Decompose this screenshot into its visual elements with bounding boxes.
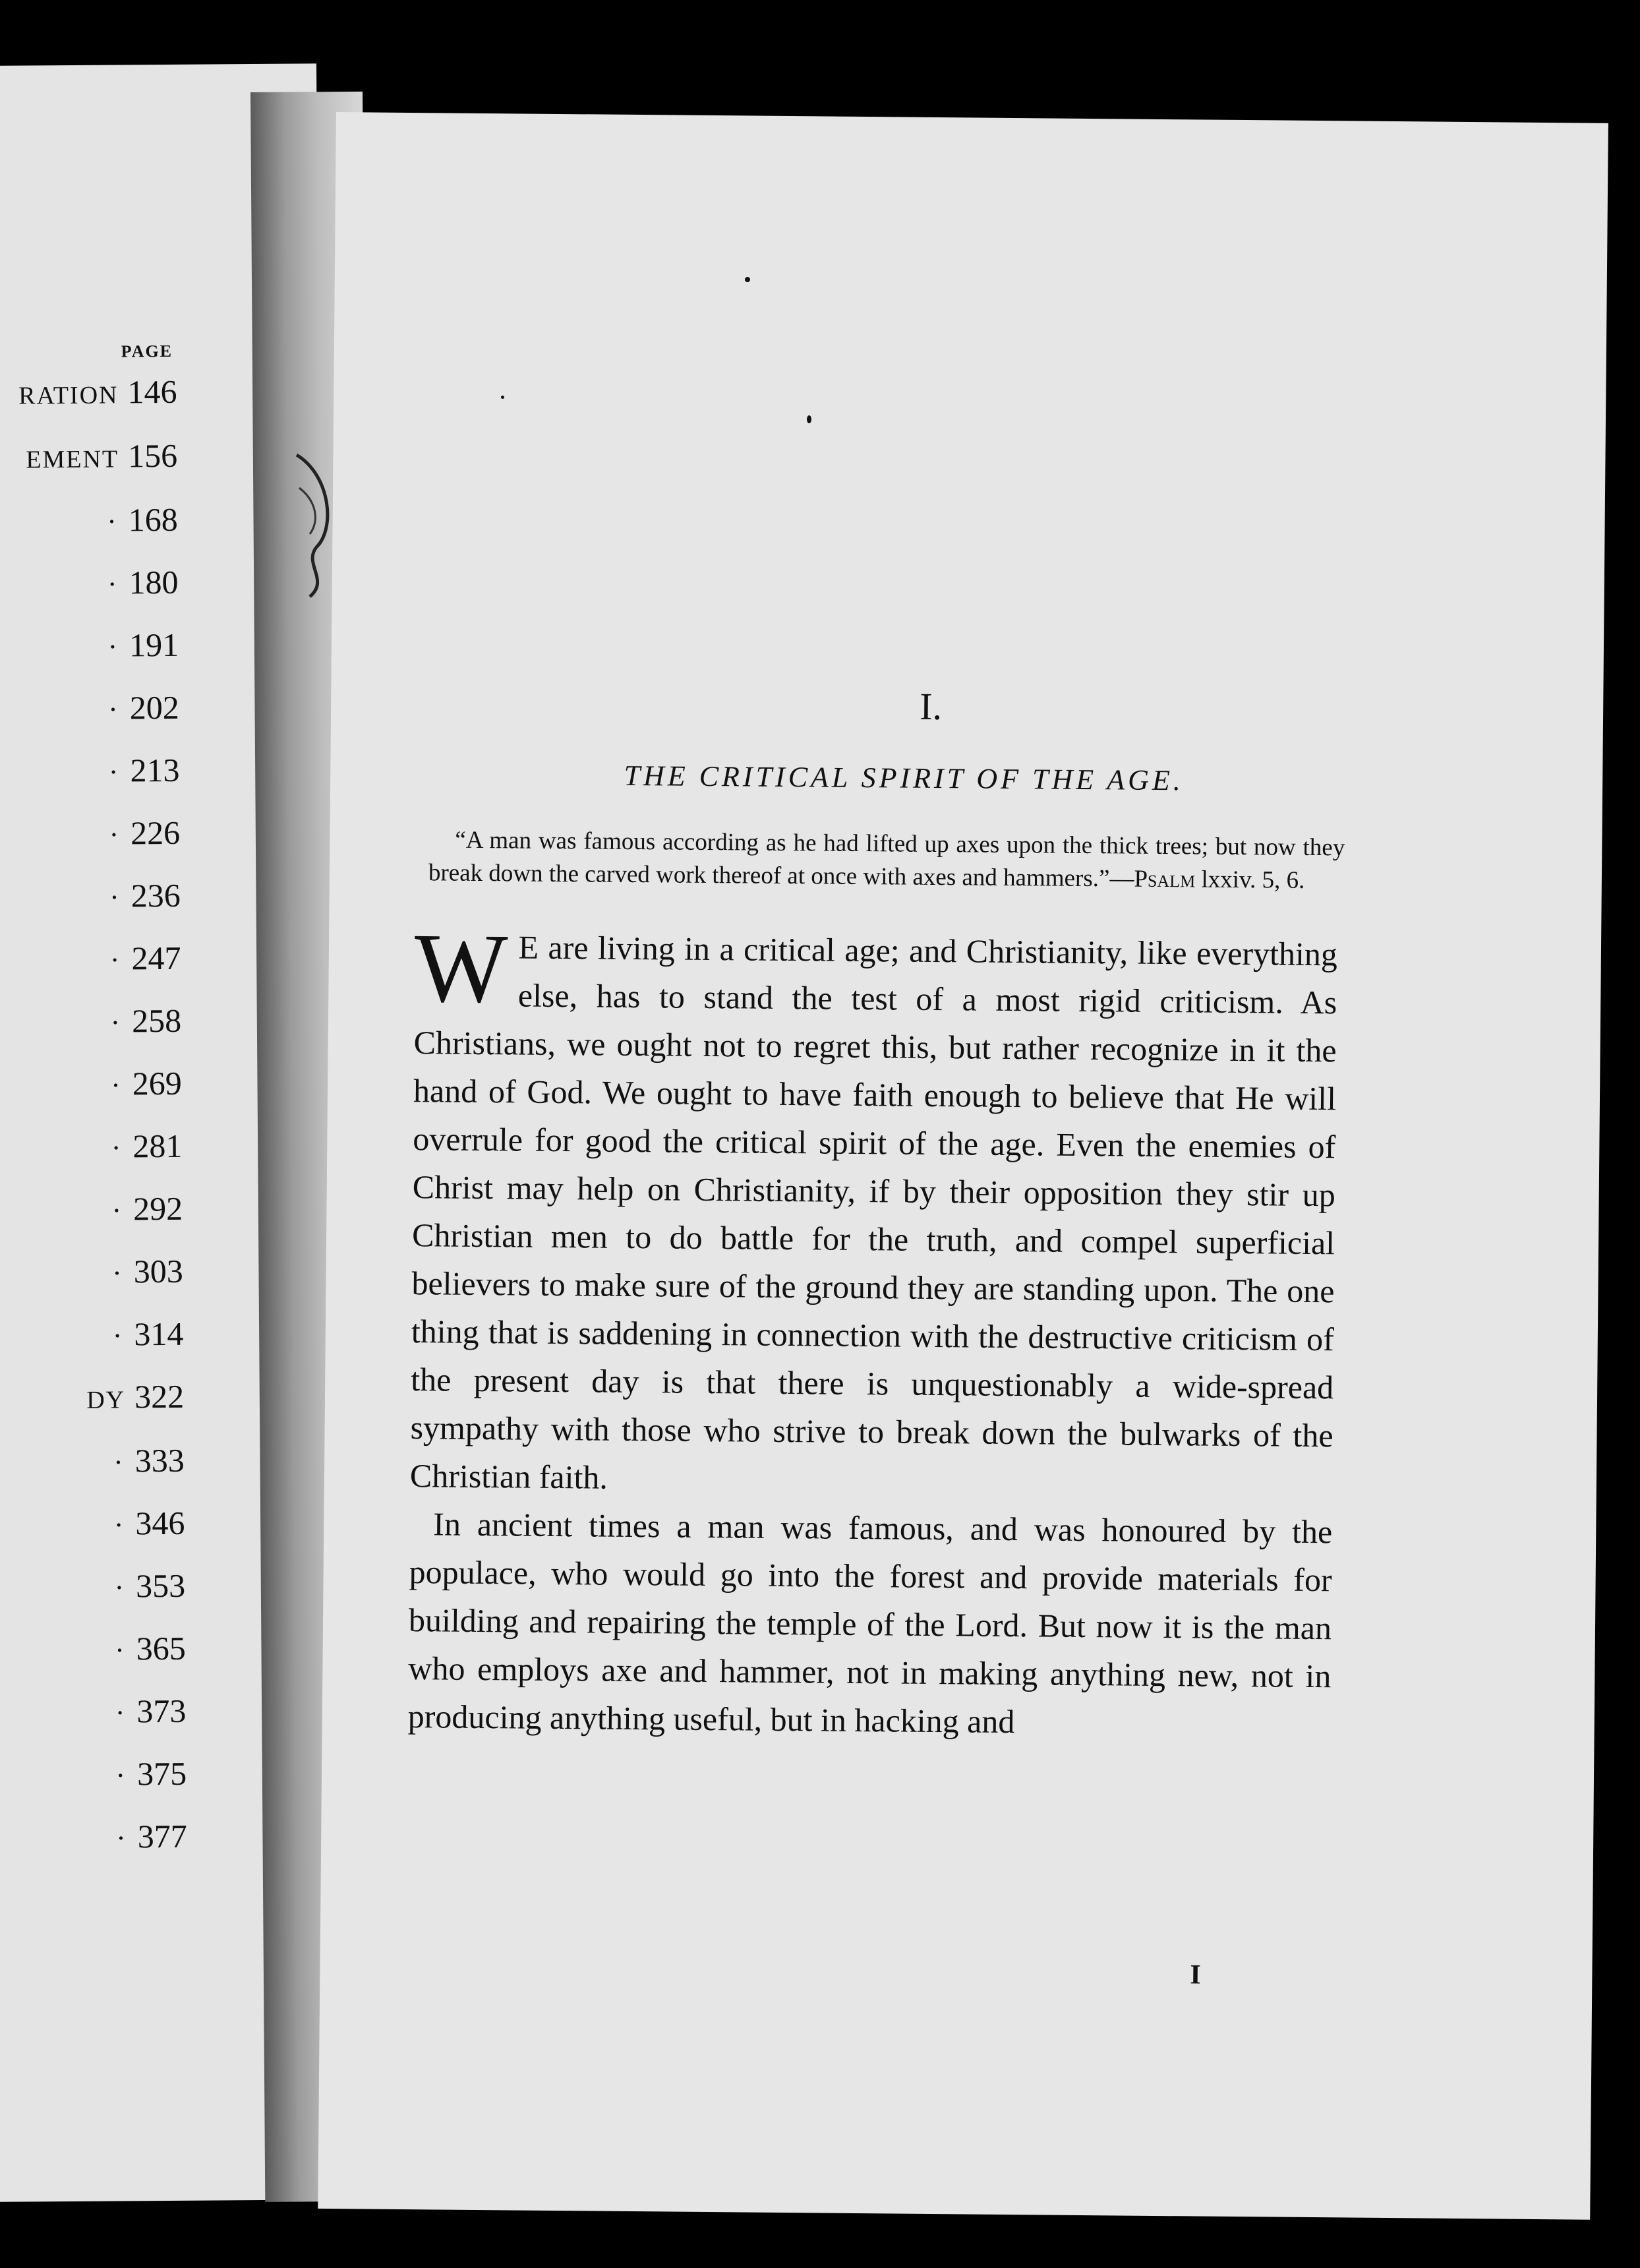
toc-line: [0, 1555, 185, 1619]
toc-page-number: 322: [134, 1377, 185, 1416]
toc-line: [0, 928, 181, 992]
toc-entry-text: ·: [111, 1257, 122, 1290]
toc-page-number: 226: [130, 814, 181, 852]
toc-entry-text: ·: [109, 818, 119, 851]
toc-line: [0, 740, 180, 804]
toc-entry-text: ·: [109, 943, 120, 976]
toc-page-number: 258: [131, 1001, 182, 1040]
toc-entry-text: ·: [114, 1571, 125, 1604]
toc-line: [0, 1116, 183, 1179]
right-page: [318, 112, 1608, 2220]
toc-line: [0, 1743, 187, 1807]
toc-entry-text: ·: [115, 1696, 125, 1729]
toc-page-number: 346: [135, 1504, 185, 1542]
toc-entry-text: ·: [112, 1319, 123, 1352]
toc-entry-text: ·: [111, 1131, 121, 1164]
toc-line: [0, 802, 180, 866]
toc-entry-text: ·: [113, 1446, 123, 1479]
toc-entry-text: ·: [115, 1759, 126, 1792]
toc-page-number: 314: [134, 1315, 184, 1353]
toc-entry-text: ·: [109, 881, 119, 914]
toc-page-number: 180: [129, 563, 179, 601]
toc-page-number: 146: [127, 373, 177, 411]
toc-page-number: 247: [131, 939, 181, 977]
toc-line: [0, 1366, 184, 1431]
toc-entry-text: ·: [107, 568, 117, 601]
scan-speck: [807, 415, 811, 423]
toc-page-number: 191: [129, 626, 179, 664]
toc-entry-text: ·: [115, 1822, 126, 1855]
toc-page-number: 213: [130, 751, 180, 789]
chapter-title: THE CRITICAL SPIRIT OF THE AGE.: [624, 759, 1185, 797]
toc-entry-text: ·: [110, 1069, 121, 1102]
toc-line: [0, 361, 177, 427]
toc-page-number: 168: [128, 500, 179, 539]
toc-entry-text: RATION: [18, 381, 119, 410]
toc-line: [0, 552, 179, 616]
chapter-content: [407, 680, 1353, 1748]
toc-line: [0, 1430, 185, 1494]
toc-page-number: 365: [136, 1629, 186, 1667]
toc-entry-text: ·: [107, 505, 117, 538]
drop-cap: W: [413, 913, 508, 1024]
toc-line: [0, 990, 181, 1054]
paragraph-2: In ancient times a man was famous, and was honoured by the populace, who would go into the forest and provide materials for building and repairing the temple of the Lord. But now it is the man who employs axe and hammer, not in making anything new, not in producing anything useful, but in hacking and: [407, 1505, 1333, 1741]
chapter-number: I.: [919, 684, 943, 729]
epigraph-citation-name: Psalm: [1134, 865, 1196, 893]
toc-page-number: 269: [132, 1064, 182, 1102]
toc-entry-text: EMENT: [26, 445, 119, 474]
table-of-contents: [0, 342, 187, 1870]
body-text: [407, 913, 1338, 1748]
page-folio: I: [1190, 1959, 1201, 1990]
toc-page-number: 202: [129, 688, 179, 727]
toc-line: [0, 1053, 182, 1117]
toc-page-number: 375: [136, 1754, 187, 1793]
toc-line: [0, 1303, 184, 1367]
toc-page-number: 333: [134, 1441, 185, 1479]
toc-line: [0, 614, 179, 678]
toc-line: [0, 1178, 183, 1242]
toc-entry-text: DY: [86, 1386, 126, 1414]
paragraph-1: [409, 913, 1338, 1508]
toc-page-number: 281: [132, 1127, 183, 1165]
toc-line: [0, 425, 177, 491]
toc-line: [0, 1806, 187, 1870]
toc-page-number: 236: [131, 876, 181, 914]
toc-page-number: 292: [132, 1189, 183, 1228]
toc-page-number: 373: [136, 1692, 187, 1730]
scan-speck: [745, 277, 750, 282]
epigraph: [428, 823, 1345, 897]
toc-page-heading: PAGE: [121, 341, 173, 361]
toc-line: [0, 865, 181, 929]
toc-entries: [0, 361, 187, 1870]
toc-entry-text: ·: [108, 756, 119, 789]
epigraph-citation-ref: lxxiv. 5, 6.: [1201, 866, 1305, 894]
toc-entry-text: ·: [111, 1194, 122, 1227]
toc-page-number: 353: [135, 1567, 186, 1605]
scan-speck: [501, 396, 504, 399]
toc-entry-text: ·: [114, 1634, 125, 1667]
toc-page-number: 377: [137, 1817, 187, 1855]
toc-line: [0, 1681, 187, 1745]
toc-line: [0, 1241, 183, 1305]
toc-line: [0, 677, 179, 741]
epigraph-quote: “A man was famous according as he had lifted up axes upon the thick trees; but now they break down the carved work thereof at once with axes and hammers.”—: [428, 826, 1345, 893]
toc-line: [0, 1618, 186, 1682]
toc-entry-text: ·: [113, 1508, 124, 1541]
toc-entry-text: ·: [107, 630, 118, 663]
toc-line: [0, 489, 178, 553]
toc-page-number: 156: [127, 436, 178, 475]
toc-line: [0, 1493, 185, 1557]
toc-page-number: 303: [133, 1252, 183, 1290]
paragraph-1-text: E are living in a critical age; and Christianity, like everything else, has to stand the test of a most rigid criticism. As Christians, we ought not to regret this, but rather recognize in it the hand of God. We ought to have faith enough to believe that He will overrule for good the critical spirit of the age. Even the enemies of Christ may help on Christianity, if by their opposition they stir up Christian men to do battle for the truth, and compel superficial believers to make sure of the ground they are standing upon. The one thing that is saddening in connection with the destructive criticism of the present day is that there is unquestionably a wide-spread sympathy with those who strive to break down the bulwarks of the Christian faith.: [409, 928, 1338, 1496]
toc-entry-text: ·: [107, 693, 118, 726]
toc-entry-text: ·: [110, 1006, 121, 1039]
